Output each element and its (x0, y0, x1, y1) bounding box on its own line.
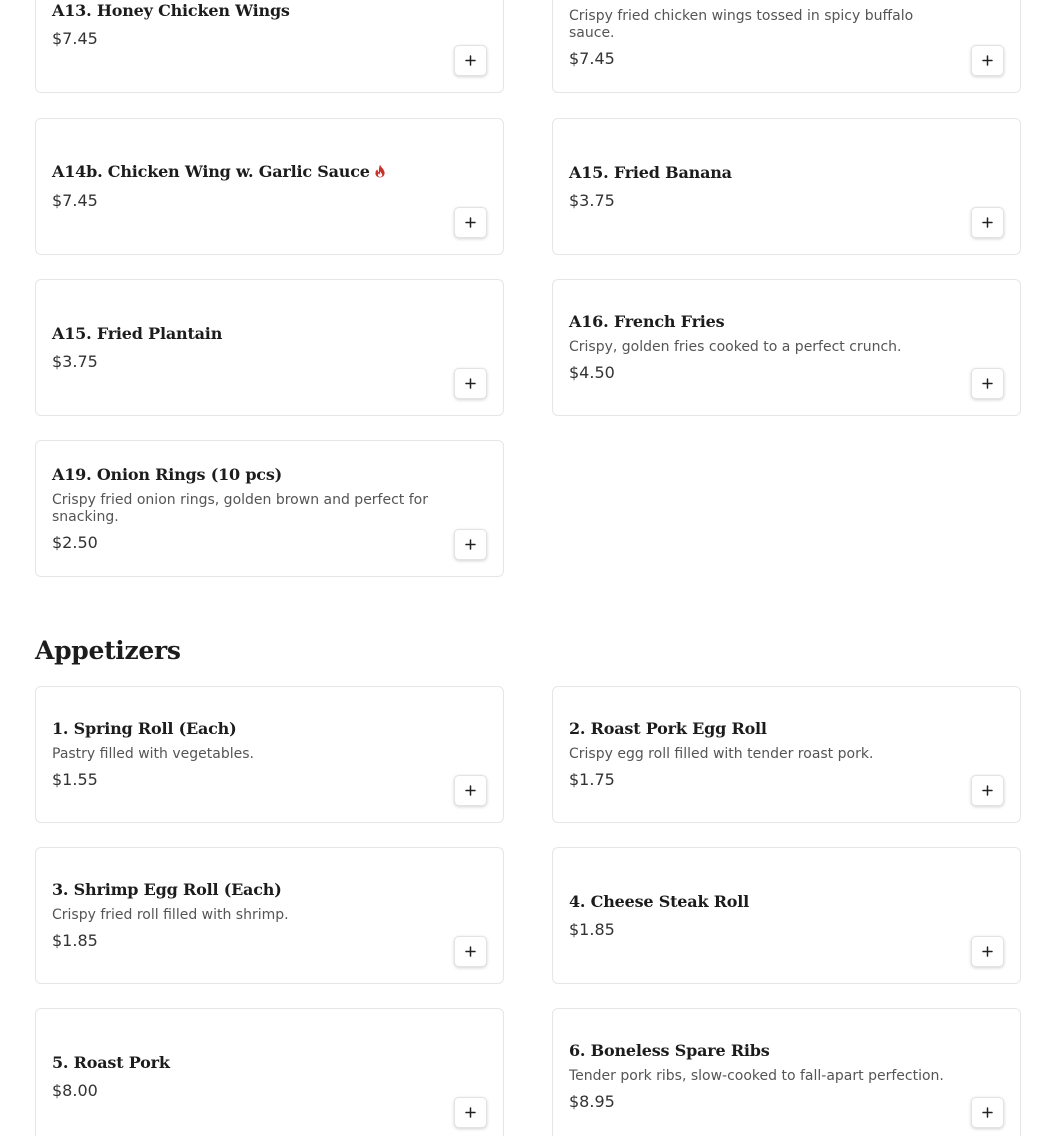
add-item-button[interactable] (971, 936, 1004, 967)
item-title: A16. French Fries (569, 312, 725, 331)
add-item-button[interactable] (454, 1097, 487, 1128)
item-price: $3.75 (569, 190, 615, 210)
item-description: Crispy fried chicken wings tossed in spicy buffalo sauce. (569, 8, 914, 41)
menu-item-card[interactable] (35, 279, 504, 416)
plus-icon (465, 539, 476, 550)
add-item-button[interactable] (971, 45, 1004, 76)
item-description: Crispy fried roll filled with shrimp. (52, 907, 289, 923)
plus-icon (982, 378, 993, 389)
item-description: Crispy fried onion rings, golden brown and perfect for snacking. (52, 491, 428, 525)
item-description: Tender pork ribs, slow-cooked to fall-apart perfection. (569, 1068, 944, 1084)
add-item-button[interactable] (971, 368, 1004, 399)
item-price: $1.85 (52, 931, 98, 950)
item-title: 5. Roast Pork (52, 1052, 170, 1072)
plus-icon (465, 1107, 476, 1118)
add-item-button[interactable] (454, 368, 487, 399)
menu-item-card[interactable] (552, 686, 1021, 823)
item-price: $2.50 (52, 532, 98, 552)
menu-item-card[interactable] (35, 686, 504, 823)
item-title: 4. Cheese Steak Roll (569, 891, 750, 911)
item-price: $4.50 (569, 363, 615, 382)
menu-item-card[interactable] (35, 118, 504, 255)
plus-icon (982, 946, 993, 957)
add-item-button[interactable] (454, 207, 487, 238)
add-item-button[interactable] (454, 45, 487, 76)
item-price: $1.75 (569, 770, 615, 789)
item-description: Pastry filled with vegetables. (52, 746, 254, 762)
add-item-button[interactable] (454, 529, 487, 560)
add-item-button[interactable] (971, 207, 1004, 238)
item-price: $1.55 (52, 770, 98, 789)
item-title: 2. Roast Pork Egg Roll (569, 719, 767, 738)
item-price: $8.00 (52, 1080, 98, 1100)
plus-icon (465, 946, 476, 957)
item-title: A13. Honey Chicken Wings (52, 0, 290, 20)
item-price: $7.45 (52, 28, 98, 48)
section-heading: Appetizers (35, 636, 181, 665)
plus-icon (982, 55, 993, 66)
menu-item-card[interactable] (552, 0, 1021, 93)
item-description: Crispy, golden fries cooked to a perfect crunch. (569, 339, 902, 355)
menu-item-card[interactable] (35, 0, 504, 93)
menu-item-card[interactable] (35, 847, 504, 984)
menu-item-card[interactable] (35, 440, 504, 577)
item-title: 1. Spring Roll (Each) (52, 719, 237, 738)
menu-item-card[interactable] (552, 279, 1021, 416)
item-description: Crispy egg roll filled with tender roast pork. (569, 746, 874, 762)
item-title: 3. Shrimp Egg Roll (Each) (52, 880, 282, 899)
menu-item-card[interactable] (552, 118, 1021, 255)
item-price: $3.75 (52, 351, 98, 371)
menu-item-card[interactable] (552, 1008, 1021, 1136)
item-price: $7.45 (52, 191, 98, 210)
flame-icon (374, 163, 386, 183)
item-price: $1.85 (569, 919, 615, 939)
plus-icon (465, 378, 476, 389)
add-item-button[interactable] (454, 775, 487, 806)
add-item-button[interactable] (454, 936, 487, 967)
item-price: $7.45 (569, 49, 615, 68)
menu-item-card[interactable] (35, 1008, 504, 1136)
item-title: A15. Fried Banana (569, 162, 732, 182)
item-price: $8.95 (569, 1092, 615, 1111)
item-title: A19. Onion Rings (10 pcs) (52, 464, 283, 484)
plus-icon (465, 55, 476, 66)
item-title: A14b. Chicken Wing w. Garlic Sauce (52, 162, 439, 183)
plus-icon (465, 217, 476, 228)
plus-icon (982, 785, 993, 796)
item-title: A15. Fried Plantain (52, 323, 223, 343)
menu-item-card[interactable] (552, 847, 1021, 984)
plus-icon (982, 217, 993, 228)
plus-icon (982, 1107, 993, 1118)
add-item-button[interactable] (971, 1097, 1004, 1128)
item-title: 6. Boneless Spare Ribs (569, 1041, 770, 1060)
flame-icon (744, 0, 756, 1)
plus-icon (465, 785, 476, 796)
add-item-button[interactable] (971, 775, 1004, 806)
item-title (569, 0, 956, 1)
